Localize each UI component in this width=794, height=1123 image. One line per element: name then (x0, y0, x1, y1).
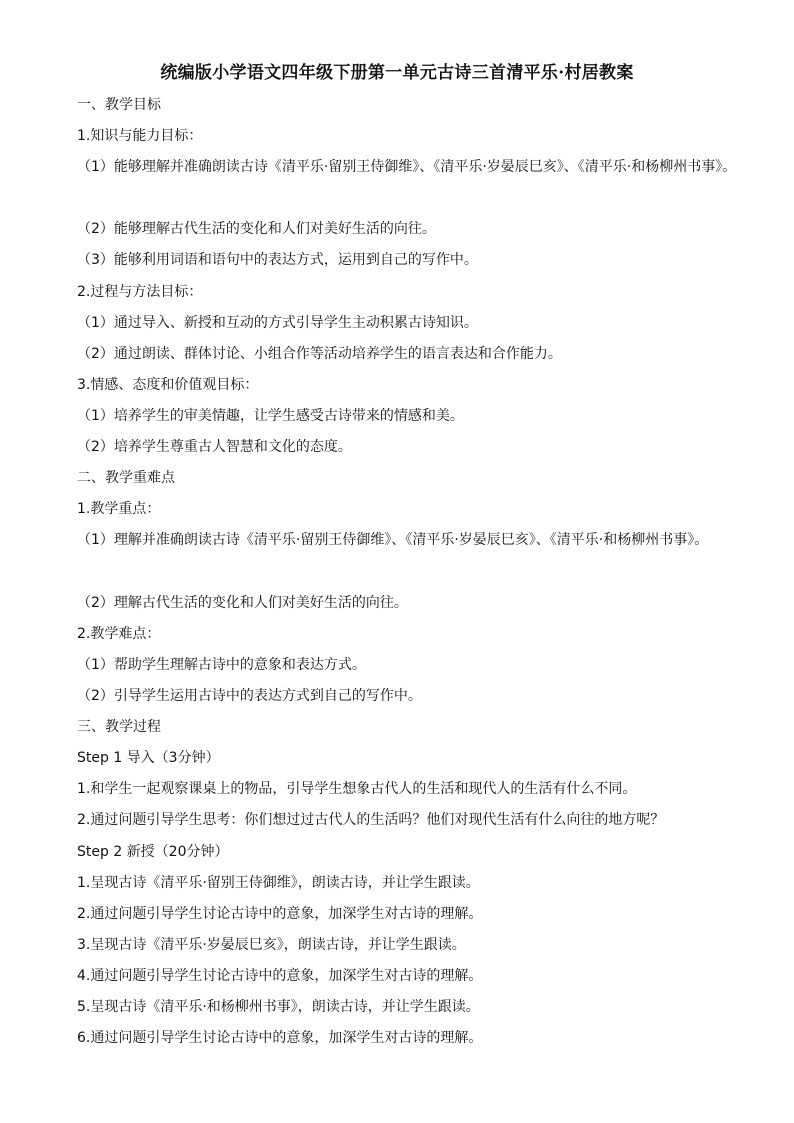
paragraph: （2）引导学生运用古诗中的表达方式到自己的写作中。 (77, 688, 422, 704)
paragraph: 2.通过问题引导学生讨论古诗中的意象，加深学生对古诗的理解。 (77, 906, 483, 922)
subheading-difficulty: 2.教学难点： (77, 626, 161, 642)
paragraph: 1.呈现古诗《清平乐·留别王侍御维》，朗读古诗，并让学生跟读。 (77, 875, 480, 891)
paragraph: （1）能够理解并准确朗读古诗《清平乐·留别王侍御维》、《清平乐·岁晏辰巳亥》、《清平乐·和杨柳州书事》。 (77, 159, 737, 175)
paragraph: 6.通过问题引导学生讨论古诗中的意象，加深学生对古诗的理解。 (77, 1030, 483, 1046)
paragraph: （2）理解古代生活的变化和人们对美好生活的向往。 (77, 595, 408, 611)
step-heading: Step 1 导入（3分钟） (77, 750, 220, 766)
paragraph: （1）理解并准确朗读古诗《清平乐·留别王侍御维》、《清平乐·岁晏辰巳亥》、《清平乐·和杨柳州书事》。 (77, 532, 709, 548)
paragraph: 3.呈现古诗《清平乐·岁晏辰巳亥》，朗读古诗，并让学生跟读。 (77, 937, 466, 953)
paragraph: 2.通过问题引导学生思考：你们想过过古代人的生活吗？他们对现代生活有什么向往的地方呢？ (77, 812, 665, 828)
paragraph: 4.通过问题引导学生讨论古诗中的意象，加深学生对古诗的理解。 (77, 968, 483, 984)
paragraph: 1.和学生一起观察课桌上的物品，引导学生想象古代人的生活和现代人的生活有什么不同。 (77, 781, 637, 797)
paragraph: （1）帮助学生理解古诗中的意象和表达方式。 (77, 657, 366, 673)
subheading-emotion: 3.情感、态度和价值观目标： (77, 377, 259, 393)
section-heading-process: 三、教学过程 (77, 719, 161, 735)
step-heading: Step 2 新授（20分钟） (77, 844, 229, 860)
section-heading-objectives: 一、教学目标 (77, 97, 161, 113)
section-heading-keypoints: 二、教学重难点 (77, 470, 175, 486)
paragraph: （2）能够理解古代生活的变化和人们对美好生活的向往。 (77, 221, 436, 237)
paragraph: （2）通过朗读、群体讨论、小组合作等活动培养学生的语言表达和合作能力。 (77, 346, 562, 362)
subheading-knowledge: 1.知识与能力目标： (77, 128, 203, 144)
paragraph: （1）通过导入、新授和互动的方式引导学生主动积累古诗知识。 (77, 315, 478, 331)
subheading-focus: 1.教学重点： (77, 501, 161, 517)
subheading-process: 2.过程与方法目标： (77, 284, 203, 300)
paragraph: （3）能够利用词语和语句中的表达方式，运用到自己的写作中。 (77, 252, 478, 268)
document-title: 统编版小学语文四年级下册第一单元古诗三首清平乐·村居教案 (160, 63, 634, 83)
paragraph: （2）培养学生尊重古人智慧和文化的态度。 (77, 439, 352, 455)
paragraph: （1）培养学生的审美情趣，让学生感受古诗带来的情感和美。 (77, 408, 464, 424)
paragraph: 5.呈现古诗《清平乐·和杨柳州书事》，朗读古诗，并让学生跟读。 (77, 999, 480, 1015)
